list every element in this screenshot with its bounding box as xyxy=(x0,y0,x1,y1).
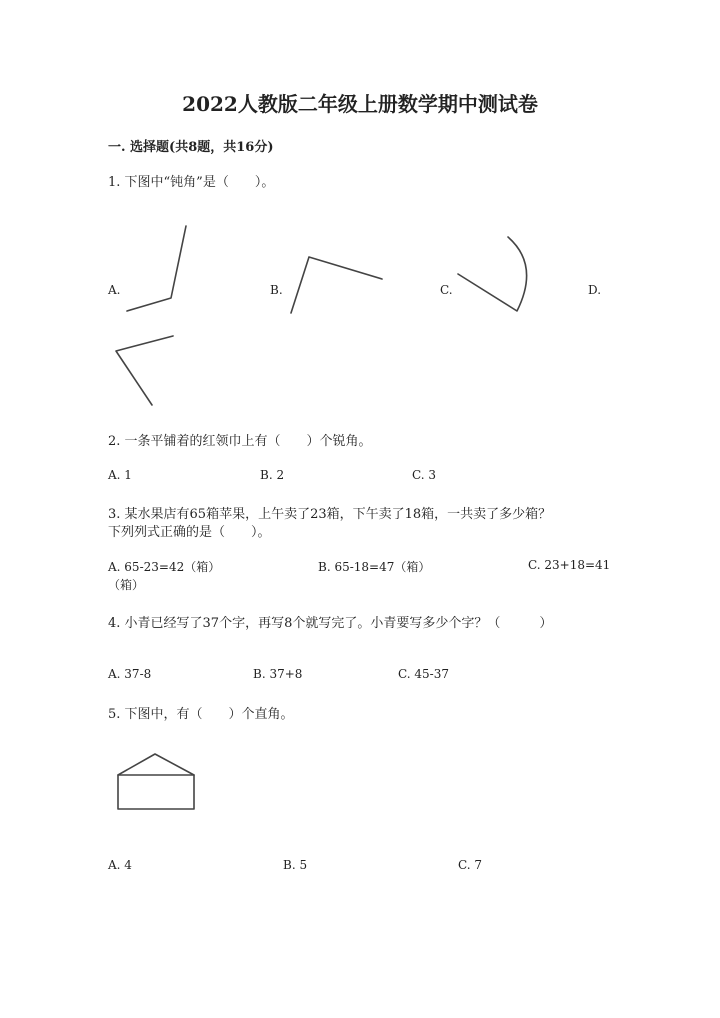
question-3-text-line1: 3. 某水果店有65箱苹果，上午卖了23箱，下午卖了18箱，一共卖了多少箱？ xyxy=(108,507,552,522)
q1-option-b[interactable]: B. xyxy=(270,283,283,297)
angle-a-figure xyxy=(127,226,186,311)
q1-option-d[interactable]: D. xyxy=(588,283,602,297)
question-5-text: 5. 下图中，有（ ）个直角。 xyxy=(108,707,294,722)
page-title: 2022人教版二年级上册数学期中测试卷 xyxy=(182,92,538,116)
q3-option-a[interactable]: A. 65-23=42（箱） xyxy=(108,560,221,574)
q3-option-c-unit: （箱） xyxy=(108,578,145,592)
q2-option-a[interactable]: A. 1 xyxy=(108,468,132,482)
q4-option-b[interactable]: B. 37+8 xyxy=(253,667,303,681)
q5-option-a[interactable]: A. 4 xyxy=(108,858,132,872)
angle-b-figure xyxy=(291,257,382,313)
q2-option-b[interactable]: B. 2 xyxy=(260,468,285,482)
q5-option-c[interactable]: C. 7 xyxy=(458,858,483,872)
q1-option-c[interactable]: C. xyxy=(440,283,453,297)
q4-option-a[interactable]: A. 37-8 xyxy=(108,667,152,681)
question-1-text: 1. 下图中“钝角”是（ ）。 xyxy=(108,175,275,190)
house-rectangle xyxy=(118,775,194,809)
q4-option-c[interactable]: C. 45-37 xyxy=(398,667,449,681)
q3-option-b[interactable]: B. 65-18=47（箱） xyxy=(318,560,431,574)
angle-c-figure xyxy=(458,237,527,311)
section-heading: 一. 选择题(共8题，共16分) xyxy=(108,140,274,155)
q2-option-c[interactable]: C. 3 xyxy=(412,468,437,482)
question-3-text-line2: 下列列式正确的是（ ）。 xyxy=(108,525,271,540)
question-4-text: 4. 小青已经写了37个字，再写8个就写完了。小青要写多少个字？（ ） xyxy=(108,616,553,631)
q1-option-a[interactable]: A. xyxy=(108,283,121,297)
question-2-text: 2. 一条平铺着的红领巾上有（ ）个锐角。 xyxy=(108,434,372,449)
q5-option-b[interactable]: B. 5 xyxy=(283,858,308,872)
house-roof xyxy=(118,754,194,775)
angle-d-figure xyxy=(116,336,173,405)
q3-option-c[interactable]: C. 23+18=41 xyxy=(528,558,611,572)
